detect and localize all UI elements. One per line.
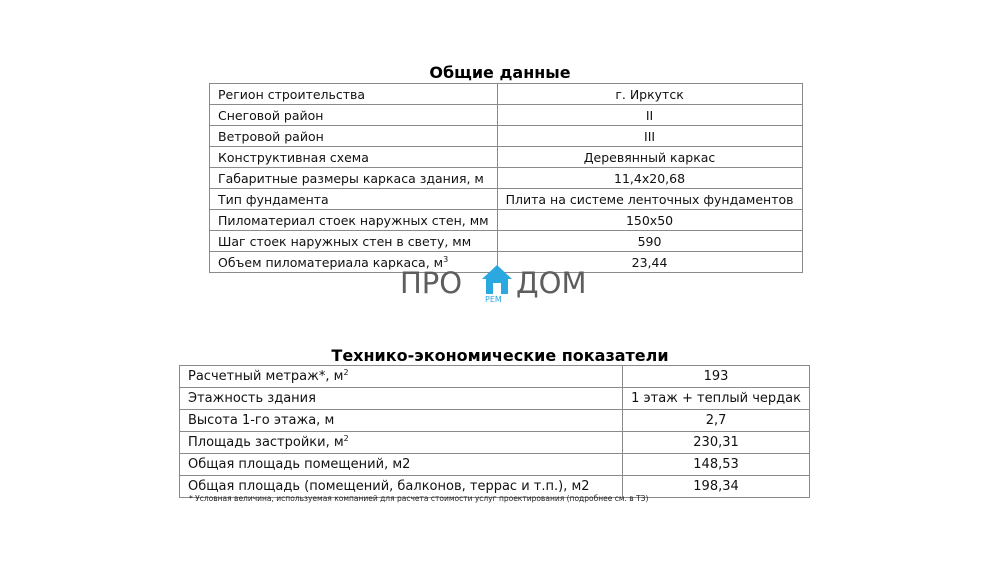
row-value: Деревянный каркас [497,147,802,168]
row-value: 11,4х20,68 [497,168,802,189]
table-row [210,189,803,210]
row-label: Габаритные размеры каркаса здания, м [210,168,498,189]
superscript: 2 [343,434,349,443]
row-label: Тип фундамента [210,189,498,210]
row-label: Шаг стоек наружных стен в свету, мм [210,231,498,252]
house-icon [479,263,515,299]
row-value: 198,34 [623,476,810,498]
footnote: * Условная величина, используемая компанией для расчета стоимости услуг проектирования (подробнее см. в ТЗ) [189,494,649,503]
row-label: Снеговой район [210,105,498,126]
row-value: г. Иркутск [497,84,802,105]
superscript: 2 [343,368,349,377]
row-label [180,366,623,388]
table-row [210,147,803,168]
row-value: 1 этаж + теплый чердак [623,388,810,410]
row-label: Общая площадь помещений, м2 [180,454,623,476]
table-row [180,366,810,388]
prodom-logo [400,263,600,307]
table-row [210,231,803,252]
row-value: 23,44 [497,252,802,273]
row-value: II [497,105,802,126]
row-label: Ветровой район [210,126,498,147]
row-label [180,432,623,454]
row-value: 2,7 [623,410,810,432]
table-row [210,168,803,189]
general-data-table [209,83,803,273]
row-value: 230,31 [623,432,810,454]
table-row [210,105,803,126]
row-value: 148,53 [623,454,810,476]
row-value: III [497,126,802,147]
row-value: 150х50 [497,210,802,231]
row-value: 590 [497,231,802,252]
row-label-text: Объем пиломатериала каркаса, м [218,254,444,270]
logo-subtext: РЕМ [485,295,502,304]
row-label: Этажность здания [180,388,623,410]
row-label-text: Расчетный метраж*, м [188,369,344,384]
row-value: 193 [623,366,810,388]
row-label: Общая площадь (помещений, балконов, террас и т.п.), м2 [180,476,623,498]
general-data-title: Общие данные [429,63,571,82]
row-label: Конструктивная схема [210,147,498,168]
row-label: Пиломатериал стоек наружных стен, мм [210,210,498,231]
logo-text-right: ДОМ [516,266,587,300]
table-row [180,388,810,410]
table-row [210,126,803,147]
tech-economic-table [179,365,810,498]
tech-economic-title: Технико-экономические показатели [331,346,669,365]
table-row [180,432,810,454]
table-row [210,84,803,105]
table-row [180,410,810,432]
row-label: Высота 1-го этажа, м [180,410,623,432]
row-label-text: Площадь застройки, м [188,435,344,450]
row-value: Плита на системе ленточных фундаментов [497,189,802,210]
table-row [210,210,803,231]
superscript: 3 [443,254,449,264]
logo-text-left: ПРО [400,266,463,300]
row-label: Регион строительства [210,84,498,105]
table-row [180,454,810,476]
